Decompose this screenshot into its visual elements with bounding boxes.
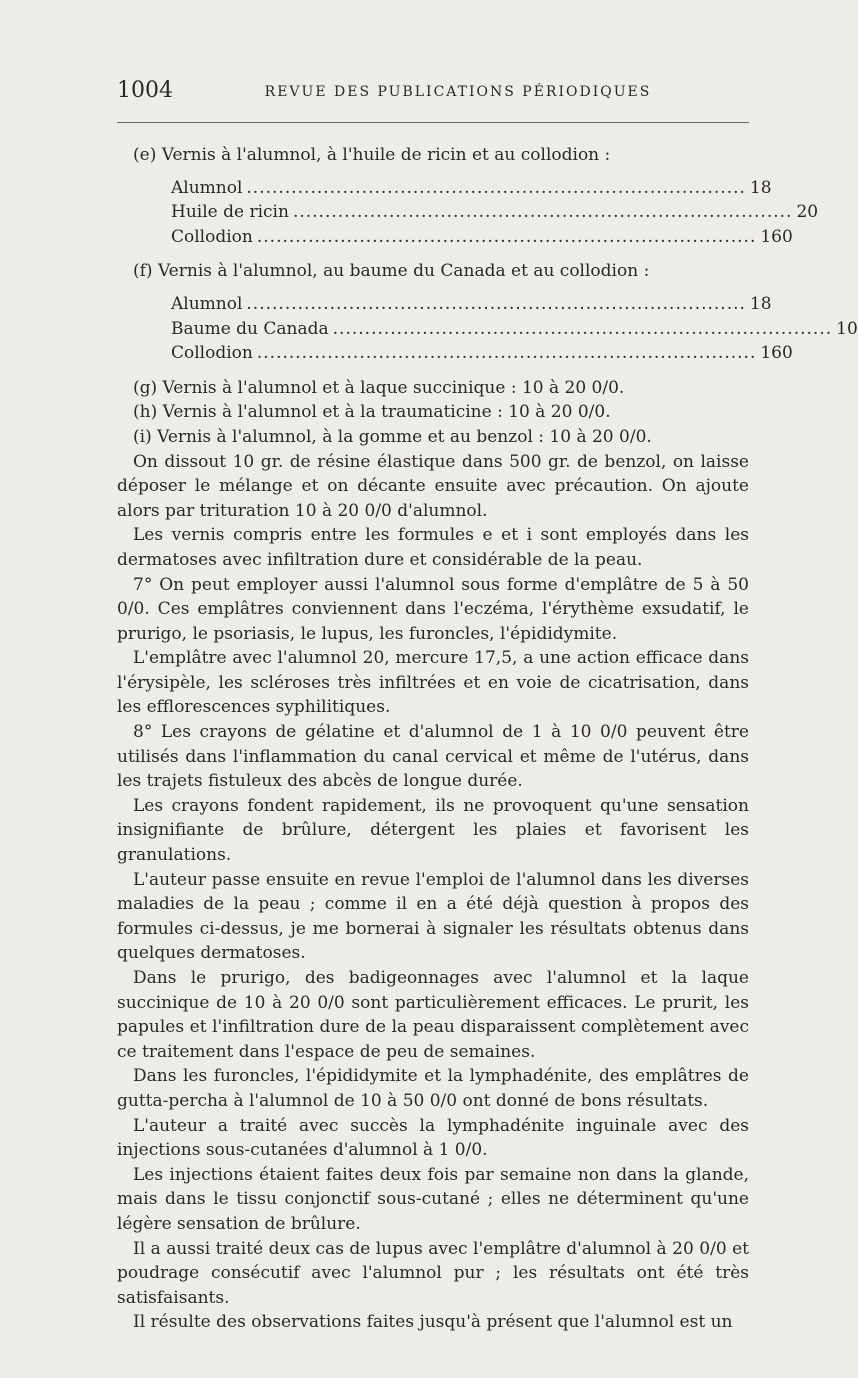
page-header	[117, 78, 749, 108]
paragraph: Dans les furoncles, l'épididymite et la lymphadénite, des emplâtres de gutta-percha à l'alumnol de 10 à 50 0/0 ont donné de bons résultats.	[117, 1066, 749, 1111]
paragraph: L'auteur passe ensuite en revue l'emploi de l'alumnol dans les diverses maladies de la peau ; comme il en a été déjà question à propos des formules ci-dessus, je me bornerai à signaler les résultats obtenus dans quelques dermatoses.	[117, 869, 749, 964]
formula-e-list	[117, 176, 819, 250]
paragraph: Les crayons fondent rapidement, ils ne provoquent qu'une sensation insignifiante de brûlure, détergent les plaies et favorisent les granulations.	[117, 795, 749, 866]
paragraph: On dissout 10 gr. de résine élastique dans 500 gr. de benzol, on laisse déposer le mélange et on décante ensuite avec précaution. On ajoute alors par trituration 10 à 20 0/0 d'alumnol.	[117, 451, 749, 521]
body-text	[117, 143, 858, 1335]
formula-row: Alumnol .............................................................................. 18	[171, 293, 772, 314]
formula-row: Baume du Canada .............................................................................. 10	[171, 318, 858, 339]
page-number: 1004	[117, 78, 173, 103]
paragraph: Il résulte des observations faites jusqu'à présent que l'alumnol est un	[133, 1312, 733, 1333]
formula-e-heading: (e) Vernis à l'alumnol, à l'huile de ricin et au collodion :	[133, 145, 611, 165]
paragraph: (i) Vernis à l'alumnol, à la gomme et au benzol : 10 à 20 0/0.	[133, 426, 652, 447]
running-title: REVUE DES PUBLICATIONS PÉRIODIQUES	[264, 84, 652, 100]
paragraph: 8° Les crayons de gélatine et d'alumnol de 1 à 10 0/0 peuvent être utilisés dans l'inflammation du canal cervical et même de l'utérus, dans les trajets fistuleux des abcès de longue durée.	[117, 722, 749, 792]
formula-row: Alumnol .............................................................................. 18	[171, 177, 772, 198]
formula-row: Collodion .............................................................................. 160	[171, 226, 793, 247]
formula-f-list	[117, 292, 858, 366]
paragraph: L'emplâtre avec l'alumnol 20, mercure 17,5, a une action efficace dans l'érysipèle, les scléroses très infiltrées et en voie de cicatrisation, dans les efflorescences syphilitiques.	[117, 648, 749, 718]
paragraph: L'auteur a traité avec succès la lymphadénite inguinale avec des injections sous-cutanées d'alumnol à 1 0/0.	[117, 1115, 749, 1161]
paragraph: (h) Vernis à l'alumnol et à la traumaticine : 10 à 20 0/0.	[133, 402, 611, 423]
formula-row: Huile de ricin .............................................................................. 20	[171, 202, 819, 223]
formula-row: Collodion .............................................................................. 160	[171, 343, 793, 364]
paragraph: Il a aussi traité deux cas de lupus avec l'emplâtre d'alumnol à 20 0/0 et poudrage consécutif avec l'alumnol pur ; les résultats ont été très satisfaisants.	[117, 1238, 749, 1308]
paragraph: 7° On peut employer aussi l'alumnol sous forme d'emplâtre de 5 à 50 0/0. Ces emplâtres conviennent dans l'eczéma, l'érythème exsudatif, le prurigo, le psoriasis, le lupus, les furoncles, l'épididymite.	[117, 574, 749, 644]
header-rule	[117, 122, 749, 123]
paragraph: Les vernis compris entre les formules e et i sont employés dans les dermatoses avec infiltration dure et considérable de la peau.	[117, 525, 749, 570]
formula-f-heading: (f) Vernis à l'alumnol, au baume du Canada et au collodion :	[133, 261, 650, 282]
paragraph: Dans le prurigo, des badigeonnages avec l'alumnol et la laque succinique de 10 à 20 0/0 sont particulièrement efficaces. Le prurit, les papules et l'infiltration dure de la peau disparaissent complètement avec ce traitement dans l'espace de peu de semaines.	[117, 968, 749, 1062]
paragraph: (g) Vernis à l'alumnol et à laque succinique : 10 à 20 0/0.	[133, 377, 625, 398]
paragraph: Les injections étaient faites deux fois par semaine non dans la glande, mais dans le tissu conjonctif sous-cutané ; elles ne déterminent qu'une légère sensation de brûlure.	[117, 1164, 749, 1234]
